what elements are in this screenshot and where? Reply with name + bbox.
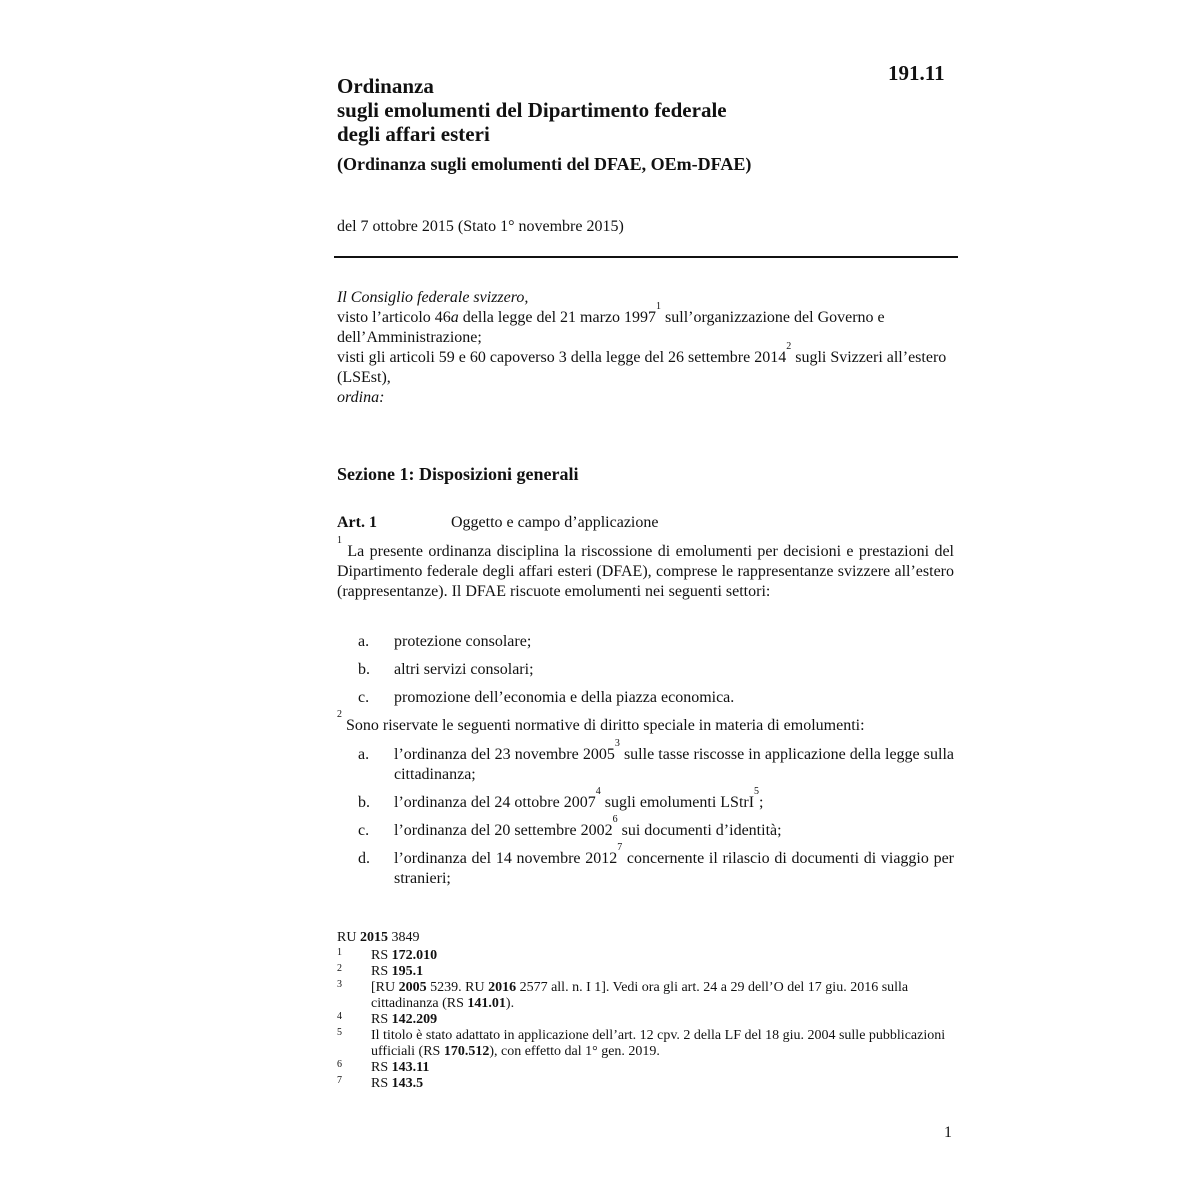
paragraph-1: [337, 535, 954, 602]
footnote-ref[interactable]: 5: [754, 786, 760, 797]
document-title: [337, 74, 897, 176]
text-span: RS: [371, 1012, 392, 1027]
title-line: Ordinanza: [337, 74, 434, 98]
list-text: [394, 842, 955, 889]
text-span: RS: [371, 964, 392, 979]
text-span: concernente il rilascio di documenti di viaggio per stranieri;: [394, 850, 955, 887]
text-span: sugli Svizzeri all’estero (LSEst),: [337, 349, 947, 386]
text-span: l’ordinanza del 24 ottobre 2007: [394, 794, 596, 811]
footnote-ref[interactable]: 6: [612, 814, 618, 825]
text-span: l’ordinanza del 23 novembre 2005: [394, 746, 615, 763]
text-span: Sono riservate le seguenti normative di diritto speciale in materia di emolumenti:: [342, 717, 865, 734]
list-letter: a.: [358, 633, 370, 650]
text-span: ).: [505, 996, 515, 1011]
footnote-ref[interactable]: 2: [786, 341, 792, 352]
text-span: sull’organizzazione del Governo e dell’Amministrazione;: [337, 309, 885, 346]
text-span: 2015: [359, 930, 388, 945]
text-span: 2577 all. n. I 1]. Vedi ora gli art. 24 a 29 dell’O del 17 giu. 2016 sulla cittadinanza (RS: [371, 980, 909, 1011]
footnote-number: 5: [337, 1027, 342, 1038]
list-text: [394, 786, 954, 813]
text-span: della legge del 21 marzo 1997: [458, 309, 657, 326]
footnote-ref[interactable]: 3: [614, 738, 620, 749]
text-span: 3849: [387, 930, 420, 945]
footnote-number: 7: [337, 1075, 342, 1086]
header-divider: [334, 256, 958, 258]
footnote: [337, 980, 954, 1012]
footnote-number: 6: [337, 1059, 342, 1070]
footnote-ref[interactable]: 1: [656, 301, 662, 312]
page-number: 1: [944, 1124, 952, 1141]
text-span: l’ordinanza del 20 settembre 2002: [394, 822, 613, 839]
text-span: RS: [371, 1060, 392, 1075]
text-span: RU: [337, 930, 360, 945]
footnote: [337, 948, 954, 964]
footnote-ref[interactable]: 4: [595, 786, 601, 797]
rs-link[interactable]: 195.1: [391, 964, 424, 979]
preamble-visto-2: [337, 341, 954, 388]
rs-link[interactable]: 143.5: [391, 1076, 424, 1091]
footnote: [337, 964, 954, 980]
text-span: sugli emolumenti LStrI: [600, 794, 755, 811]
text-span: sui documenti d’identità;: [617, 822, 782, 839]
article-heading: [337, 514, 658, 532]
list-letter: a.: [358, 746, 370, 763]
text-span: La presente ordinanza disciplina la riscossione di emolumenti per decisioni e prestazioni del Dipartimento federale degli affari esteri (DFAE), comprese le rappresentanze svizzere all’estero (rappresentanze). Il DFAE riscuote emolumenti nei seguenti settori:: [337, 543, 954, 600]
text-span: sulle tasse riscosse in applicazione della legge sulla cittadinanza;: [394, 746, 954, 783]
paragraph-number: 2: [337, 709, 342, 720]
title-line: sugli emolumenti del Dipartimento federale: [337, 98, 727, 122]
rs-link[interactable]: 141.01: [467, 996, 506, 1011]
text-span: l’ordinanza del 14 novembre 2012: [394, 850, 618, 867]
text-span: [RU: [371, 980, 399, 995]
preamble-visto-1: [337, 301, 954, 348]
text-span: 5239. RU: [426, 980, 489, 995]
text-span: 2016: [488, 980, 517, 995]
rs-link[interactable]: 143.11: [391, 1060, 430, 1075]
list-letter: d.: [358, 850, 370, 867]
footnote: [337, 1076, 954, 1092]
list-text: promozione dell’economia e della piazza economica.: [394, 689, 735, 706]
list-text: [394, 738, 954, 785]
text-span: 2005: [398, 980, 427, 995]
footnote-ref[interactable]: 7: [617, 842, 623, 853]
date-line: del 7 ottobre 2015 (Stato 1° novembre 2015): [337, 218, 624, 235]
footnotes: [337, 930, 954, 1092]
text-span: ;: [759, 794, 764, 811]
rs-link[interactable]: 170.512: [443, 1044, 490, 1059]
paragraph-number: 1: [337, 535, 342, 546]
rs-link[interactable]: 172.010: [391, 948, 438, 963]
list-letter: b.: [358, 794, 370, 811]
preamble: [337, 288, 954, 408]
list-letter: c.: [358, 689, 370, 706]
section-heading: Sezione 1: Disposizioni generali: [337, 464, 579, 484]
rs-link[interactable]: 142.209: [391, 1012, 438, 1027]
text-span: visto l’articolo 46: [337, 309, 451, 326]
text-span: RS: [371, 948, 392, 963]
text-span: visti gli articoli 59 e 60 capoverso 3 della legge del 26 settembre 2014: [337, 349, 787, 366]
ru-reference: [337, 930, 954, 946]
title-line: degli affari esteri: [337, 122, 490, 146]
footnote-number: 4: [337, 1011, 342, 1022]
footnote: [337, 1012, 954, 1028]
article-number: Art. 1: [337, 514, 377, 531]
footnote: [337, 1060, 954, 1076]
paragraph-2: [337, 709, 954, 736]
footnote-number: 1: [337, 947, 342, 958]
article-title: Oggetto e campo d’applicazione: [451, 514, 659, 531]
text-span: Il titolo è stato adattato in applicazione dell’art. 12 cpv. 2 della LF del 18 giu. 2004 sulle pubblicazioni ufficiali (RS: [371, 1028, 946, 1059]
sr-number: 191.11: [888, 61, 945, 85]
text-span: ), con effetto dal 1° gen. 2019.: [489, 1044, 660, 1059]
list-text: altri servizi consolari;: [394, 661, 534, 678]
list-letter: b.: [358, 661, 370, 678]
list-letter: c.: [358, 822, 370, 839]
text-span: RS: [371, 1076, 392, 1091]
list-text: [394, 814, 954, 841]
footnote-number: 3: [337, 979, 342, 990]
footnote-number: 2: [337, 963, 342, 974]
text-span: a: [450, 309, 459, 326]
preamble-intro: Il Consiglio federale svizzero,: [337, 289, 529, 306]
footnote: [337, 1028, 954, 1060]
document-subtitle: (Ordinanza sugli emolumenti del DFAE, OEm-DFAE): [337, 154, 752, 174]
preamble-ordina: ordina:: [337, 389, 385, 406]
list-text: protezione consolare;: [394, 633, 532, 650]
